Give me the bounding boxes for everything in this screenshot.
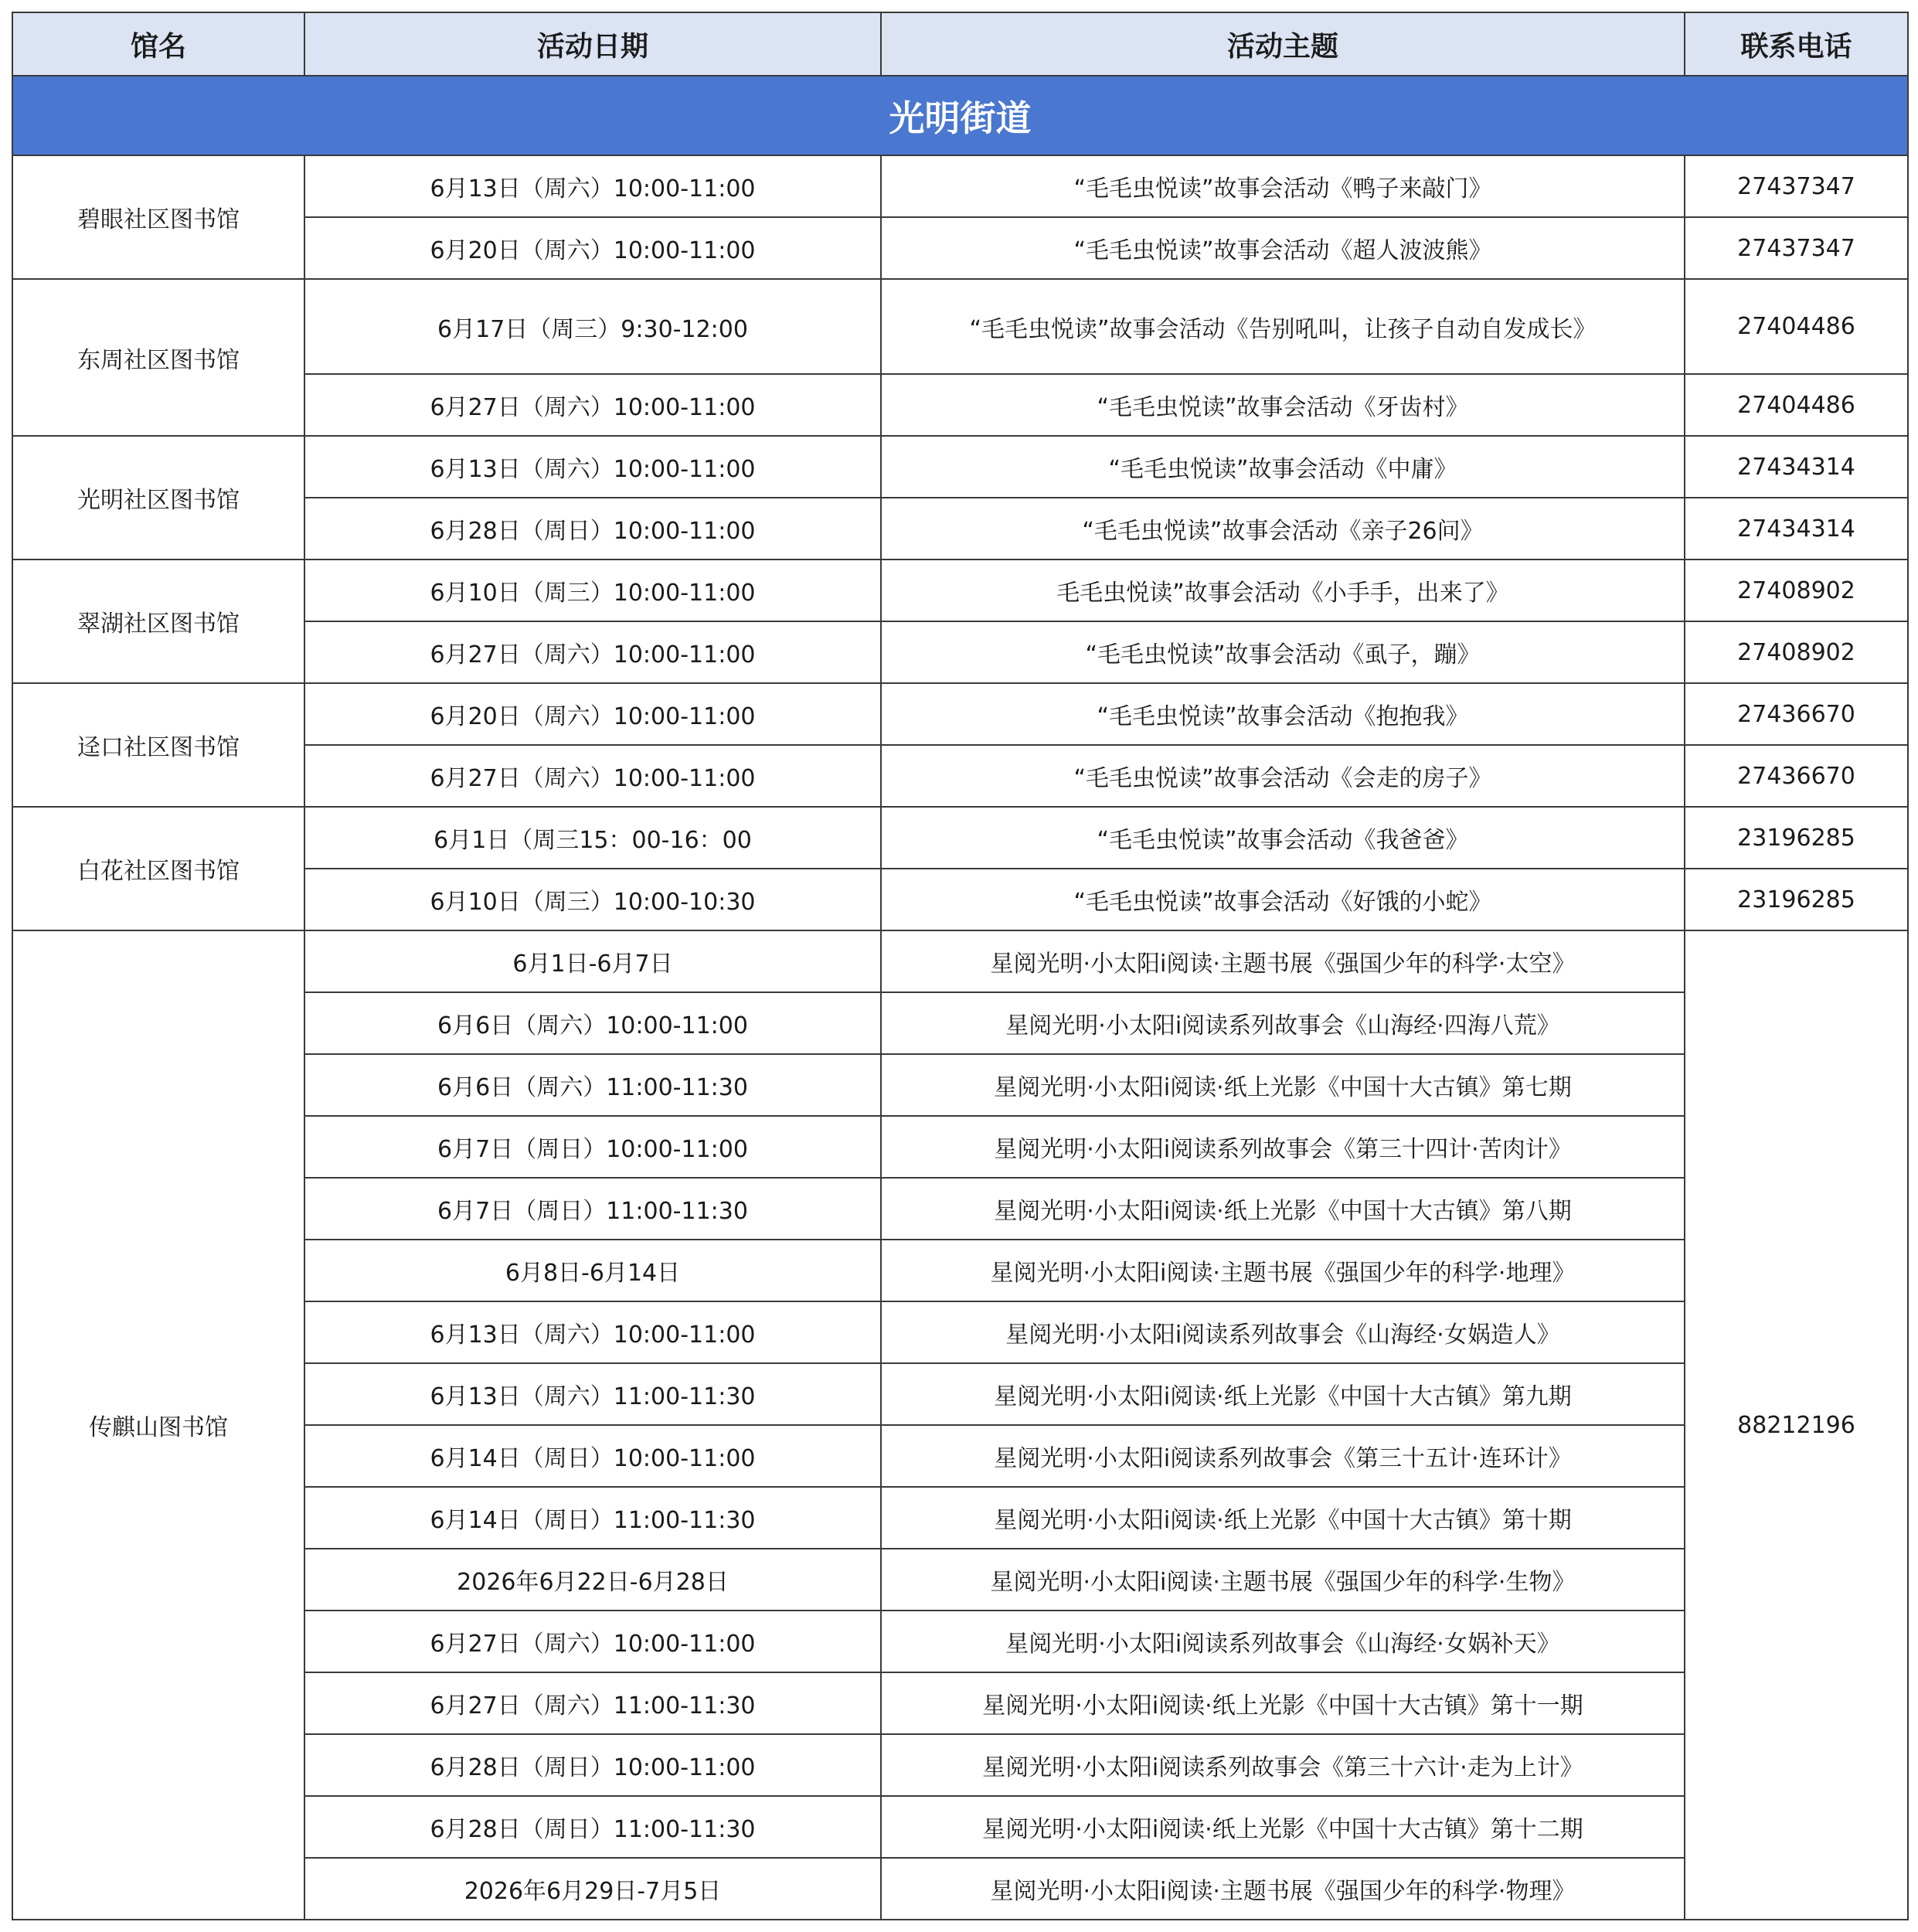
library-name: 光明社区图书馆: [12, 436, 304, 560]
contact-phone: 27408902: [1685, 560, 1908, 621]
contact-phone: 27436670: [1685, 683, 1908, 745]
activity-date: 6月14日（周日）11:00-11:30: [304, 1487, 881, 1549]
activity-date: 6月27日（周六）10:00-11:00: [304, 745, 881, 807]
contact-phone: 27437347: [1685, 217, 1908, 279]
contact-phone: 27404486: [1685, 279, 1908, 374]
activity-date: 6月20日（周六）10:00-11:00: [304, 683, 881, 745]
activity-date: 2026年6月22日-6月28日: [304, 1549, 881, 1611]
table-row: [12, 683, 1908, 745]
activity-date: 6月14日（周日）10:00-11:00: [304, 1425, 881, 1487]
column-header-library-name: 馆名: [12, 12, 304, 76]
column-header-activity-date: 活动日期: [304, 12, 881, 76]
activity-date: 2026年6月29日-7月5日: [304, 1858, 881, 1920]
activity-date: 6月27日（周六）11:00-11:30: [304, 1672, 881, 1734]
table-row: [12, 560, 1908, 621]
activity-theme: “毛毛虫悦读”故事会活动《我爸爸》: [881, 807, 1685, 869]
activity-theme: 星阅光明·小太阳i阅读·纸上光影《中国十大古镇》第十二期: [881, 1796, 1685, 1858]
table-row: [12, 930, 1908, 992]
activity-date: 6月8日-6月14日: [304, 1240, 881, 1301]
contact-phone: 27437347: [1685, 155, 1908, 217]
contact-phone: 27404486: [1685, 374, 1908, 436]
table-row: [12, 279, 1908, 374]
contact-phone: 88212196: [1685, 930, 1908, 1920]
contact-phone: 23196285: [1685, 807, 1908, 869]
activity-date: 6月6日（周六）11:00-11:30: [304, 1054, 881, 1116]
activity-date: 6月13日（周六）11:00-11:30: [304, 1363, 881, 1425]
activity-theme: 星阅光明·小太阳i阅读·主题书展《强国少年的科学·物理》: [881, 1858, 1685, 1920]
activity-theme: 星阅光明·小太阳i阅读系列故事会《山海经·四海八荒》: [881, 992, 1685, 1054]
header-row: [12, 12, 1908, 76]
activity-date: 6月17日（周三）9:30-12:00: [304, 279, 881, 374]
table-row: [12, 807, 1908, 869]
activity-theme: 星阅光明·小太阳i阅读系列故事会《第三十四计·苦肉计》: [881, 1116, 1685, 1178]
activity-date: 6月1日-6月7日: [304, 930, 881, 992]
table-row: [12, 155, 1908, 217]
activity-theme: “毛毛虫悦读”故事会活动《鸭子来敲门》: [881, 155, 1685, 217]
contact-phone: 27434314: [1685, 498, 1908, 560]
activity-date: 6月1日（周三15：00-16：00: [304, 807, 881, 869]
activity-theme: 星阅光明·小太阳i阅读·纸上光影《中国十大古镇》第十期: [881, 1487, 1685, 1549]
contact-phone: 27434314: [1685, 436, 1908, 498]
activity-date: 6月27日（周六）10:00-11:00: [304, 621, 881, 683]
activity-date: 6月28日（周日）10:00-11:00: [304, 498, 881, 560]
activity-theme: 星阅光明·小太阳i阅读·纸上光影《中国十大古镇》第十一期: [881, 1672, 1685, 1734]
activity-theme: “毛毛虫悦读”故事会活动《抱抱我》: [881, 683, 1685, 745]
activity-date: 6月10日（周三）10:00-10:30: [304, 869, 881, 930]
activity-theme: “毛毛虫悦读”故事会活动《会走的房子》: [881, 745, 1685, 807]
activity-theme: 星阅光明·小太阳i阅读系列故事会《山海经·女娲造人》: [881, 1301, 1685, 1363]
activity-theme: “毛毛虫悦读”故事会活动《告别吼叫，让孩子自动自发成长》: [881, 279, 1685, 374]
library-name: 东周社区图书馆: [12, 279, 304, 436]
library-name: 迳口社区图书馆: [12, 683, 304, 807]
library-name: 翠湖社区图书馆: [12, 560, 304, 683]
activity-date: 6月27日（周六）10:00-11:00: [304, 1611, 881, 1672]
activity-theme: “毛毛虫悦读”故事会活动《牙齿村》: [881, 374, 1685, 436]
contact-phone: 23196285: [1685, 869, 1908, 930]
activity-theme: “毛毛虫悦读”故事会活动《超人波波熊》: [881, 217, 1685, 279]
activity-theme: 毛毛虫悦读”故事会活动《小手手，出来了》: [881, 560, 1685, 621]
activity-theme: 星阅光明·小太阳i阅读·主题书展《强国少年的科学·地理》: [881, 1240, 1685, 1301]
section-row: [12, 76, 1908, 155]
activity-theme: 星阅光明·小太阳i阅读系列故事会《第三十六计·走为上计》: [881, 1734, 1685, 1796]
activity-theme: 星阅光明·小太阳i阅读系列故事会《山海经·女娲补天》: [881, 1611, 1685, 1672]
activity-date: 6月13日（周六）10:00-11:00: [304, 436, 881, 498]
library-name: 传麒山图书馆: [12, 930, 304, 1920]
activity-theme: “毛毛虫悦读”故事会活动《好饿的小蛇》: [881, 869, 1685, 930]
activity-theme: 星阅光明·小太阳i阅读·纸上光影《中国十大古镇》第八期: [881, 1178, 1685, 1240]
table-row: [12, 436, 1908, 498]
activity-date: 6月28日（周日）10:00-11:00: [304, 1734, 881, 1796]
contact-phone: 27408902: [1685, 621, 1908, 683]
activity-date: 6月7日（周日）10:00-11:00: [304, 1116, 881, 1178]
activity-schedule-table: [12, 12, 1909, 1920]
activity-date: 6月7日（周日）11:00-11:30: [304, 1178, 881, 1240]
column-header-activity-theme: 活动主题: [881, 12, 1685, 76]
activity-date: 6月6日（周六）10:00-11:00: [304, 992, 881, 1054]
activity-date: 6月27日（周六）10:00-11:00: [304, 374, 881, 436]
activity-theme: “毛毛虫悦读”故事会活动《亲子26问》: [881, 498, 1685, 560]
library-name: 碧眼社区图书馆: [12, 155, 304, 279]
contact-phone: 27436670: [1685, 745, 1908, 807]
activity-date: 6月10日（周三）10:00-11:00: [304, 560, 881, 621]
activity-date: 6月13日（周六）10:00-11:00: [304, 155, 881, 217]
library-name: 白花社区图书馆: [12, 807, 304, 930]
activity-theme: “毛毛虫悦读”故事会活动《中庸》: [881, 436, 1685, 498]
activity-date: 6月28日（周日）11:00-11:30: [304, 1796, 881, 1858]
activity-theme: “毛毛虫悦读”故事会活动《虱子，蹦》: [881, 621, 1685, 683]
activity-theme: 星阅光明·小太阳i阅读·纸上光影《中国十大古镇》第七期: [881, 1054, 1685, 1116]
activity-theme: 星阅光明·小太阳i阅读·纸上光影《中国十大古镇》第九期: [881, 1363, 1685, 1425]
activity-theme: 星阅光明·小太阳i阅读·主题书展《强国少年的科学·生物》: [881, 1549, 1685, 1611]
column-header-contact-phone: 联系电话: [1685, 12, 1908, 76]
activity-theme: 星阅光明·小太阳i阅读系列故事会《第三十五计·连环计》: [881, 1425, 1685, 1487]
activity-theme: 星阅光明·小太阳i阅读·主题书展《强国少年的科学·太空》: [881, 930, 1685, 992]
activity-date: 6月20日（周六）10:00-11:00: [304, 217, 881, 279]
activity-date: 6月13日（周六）10:00-11:00: [304, 1301, 881, 1363]
section-title: 光明街道: [12, 76, 1908, 155]
